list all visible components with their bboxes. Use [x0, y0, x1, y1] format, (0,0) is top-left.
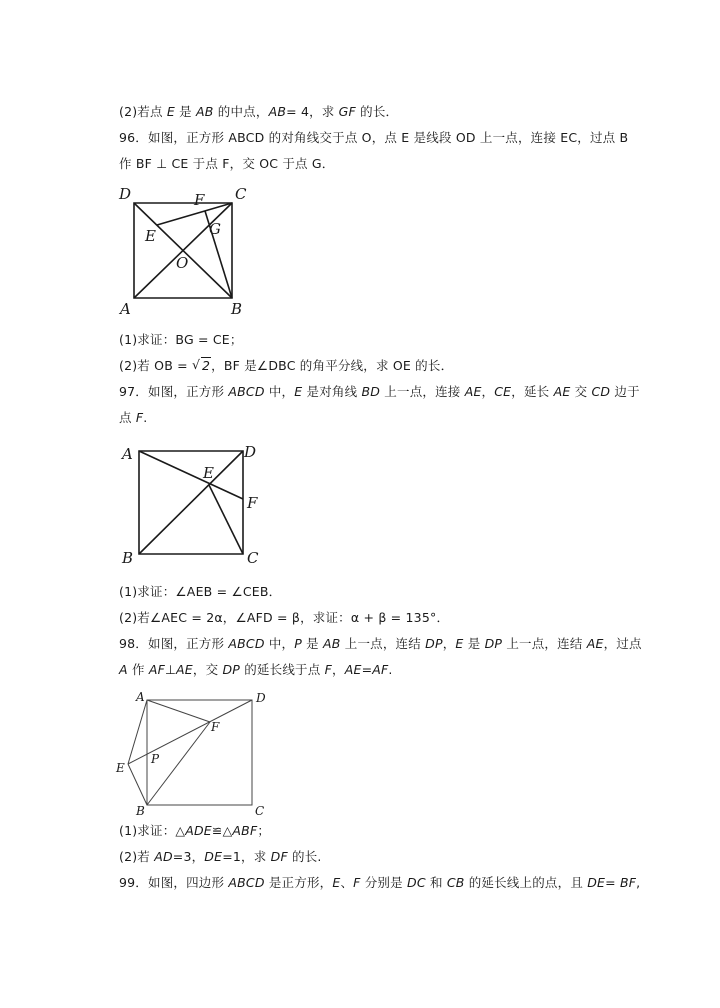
text: 交 — [570, 384, 592, 399]
var: CD — [591, 384, 611, 399]
var: ABCD — [228, 384, 265, 399]
problem-98-statement-line-1 — [119, 636, 642, 652]
problem-97-statement-line-2 — [119, 410, 147, 426]
var: GF — [338, 104, 356, 119]
var: A — [119, 662, 128, 677]
problem-98-part-2 — [119, 849, 322, 865]
var: ABCD — [228, 636, 265, 651]
text: ， — [481, 384, 495, 399]
text: ， — [442, 636, 456, 651]
var: E — [332, 875, 341, 890]
text: (2)若 — [119, 849, 155, 864]
var: ABCD — [228, 875, 265, 890]
var: E — [455, 636, 464, 651]
figure-97 — [110, 435, 280, 575]
problem-96-statement-line-1: 96．如图，正方形 ABCD 的对角线交于点 O，点 E 是线段 OD 上一点，连接 EC，过点 B — [119, 130, 629, 145]
text: = — [605, 875, 620, 890]
var: ABF — [232, 823, 258, 838]
text: 上一点，连接 — [380, 384, 465, 399]
figure-97-svg — [110, 435, 280, 575]
sqrt-radicand: 2 — [202, 358, 211, 373]
text: 97．如图，正方形 — [119, 384, 229, 399]
label-f: F — [247, 494, 258, 512]
problem-98-statement-line-2 — [119, 662, 393, 678]
text: 上一点，连结 — [502, 636, 587, 651]
var: F — [135, 410, 144, 425]
var: DE — [587, 875, 606, 890]
label-o: O — [176, 254, 189, 272]
label-g: G — [209, 220, 221, 238]
label-e: E — [145, 227, 156, 245]
text: 分别是 — [360, 875, 408, 890]
text: =1，求 — [222, 849, 271, 864]
label-e: E — [203, 464, 214, 482]
figure-98-svg — [105, 685, 285, 820]
text: 中， — [264, 636, 295, 651]
text: 作 — [127, 662, 149, 677]
var: DE — [204, 849, 223, 864]
text: ， — [332, 662, 345, 677]
figure-98 — [105, 685, 285, 820]
var: DP — [222, 662, 241, 677]
var: AE — [464, 384, 482, 399]
label-c: C — [255, 804, 265, 818]
label-c: C — [247, 549, 259, 567]
text: 中， — [264, 384, 295, 399]
text: 99．如图，四边形 — [119, 875, 229, 890]
var: F — [324, 662, 333, 677]
var: AB — [323, 636, 341, 651]
text: ，BF 是∠DBC 的角平分线，求 OE 的长． — [211, 358, 454, 373]
var: BD — [361, 384, 381, 399]
problem-96-part-2 — [119, 358, 453, 374]
var: AD — [154, 849, 173, 864]
problem-97-statement-line-1 — [119, 384, 640, 400]
text: 的中点， — [213, 104, 269, 119]
var: AE=AF — [344, 662, 389, 677]
text: 是对角线 — [302, 384, 362, 399]
text: ，过点 — [603, 636, 642, 651]
text: (2)若 OB = — [119, 358, 193, 373]
sqrt-expression — [192, 358, 211, 374]
text: 和 — [425, 875, 447, 890]
problem-99-statement-line-1 — [119, 875, 640, 891]
var: DC — [407, 875, 426, 890]
text: 的长． — [355, 104, 399, 119]
var: AE — [553, 384, 571, 399]
label-a: A — [120, 300, 131, 318]
label-c: C — [235, 185, 247, 203]
segment-ae — [128, 700, 147, 764]
label-a: A — [122, 445, 133, 463]
text: ； — [257, 823, 271, 838]
label-f: F — [194, 191, 205, 209]
figure-96 — [110, 180, 270, 320]
problem-97-part-2: (2)若∠AEC = 2α，∠AFD = β，求证：α + β = 135°． — [119, 610, 450, 625]
text: 98．如图，正方形 — [119, 636, 229, 651]
text: 的延长线于点 — [240, 662, 325, 677]
segment-ec — [209, 485, 243, 554]
text: 是 — [175, 104, 197, 119]
label-a: A — [136, 690, 145, 704]
text: 边于 — [610, 384, 640, 399]
text: (2)若点 — [119, 104, 167, 119]
text: ，交 — [192, 662, 223, 677]
label-d: D — [256, 691, 266, 705]
var: AF⊥AE — [148, 662, 193, 677]
text: = 4，求 — [286, 104, 339, 119]
var: P — [294, 636, 302, 651]
label-b: B — [122, 549, 134, 567]
text: , — [636, 875, 641, 890]
text: 是 — [463, 636, 485, 651]
text: ，延长 — [511, 384, 554, 399]
label-d: D — [244, 443, 257, 461]
var: AB — [268, 104, 287, 119]
segment-eb — [128, 764, 147, 805]
var: AB — [196, 104, 214, 119]
var: E — [294, 384, 303, 399]
text: =3， — [172, 849, 205, 864]
text: (1)求证：△ — [119, 823, 186, 838]
label-d: D — [119, 185, 132, 203]
var: BF — [620, 875, 637, 890]
diagonal-bd — [139, 451, 243, 554]
problem-96-part-1: (1)求证：BG = CE； — [119, 332, 243, 347]
label-p: P — [151, 752, 160, 766]
text: 是 — [302, 636, 324, 651]
var: DF — [270, 849, 288, 864]
label-e: E — [116, 761, 125, 775]
var: ADE — [185, 823, 212, 838]
var: CB — [446, 875, 465, 890]
problem-97-part-1: (1)求证：∠AEB = ∠CEB． — [119, 584, 282, 599]
label-b: B — [231, 300, 243, 318]
var: E — [166, 104, 175, 119]
label-b: B — [136, 804, 145, 818]
problem-95-part-2 — [119, 104, 398, 120]
var: DP — [484, 636, 503, 651]
text: . — [143, 410, 148, 425]
segment-af — [147, 700, 210, 722]
segment-af — [139, 451, 243, 499]
text: 、 — [340, 875, 354, 890]
var: F — [353, 875, 361, 890]
text: 的延长线上的点，且 — [464, 875, 588, 890]
var: CE — [494, 384, 512, 399]
text: 上一点，连结 — [340, 636, 426, 651]
text: 是正方形， — [264, 875, 333, 890]
figure-96-svg — [110, 180, 270, 320]
text: 点 — [119, 410, 136, 425]
var: AE — [586, 636, 604, 651]
problem-98-part-1 — [119, 823, 270, 839]
square-abcd — [147, 700, 252, 805]
label-f: F — [211, 720, 220, 734]
text: . — [388, 662, 393, 677]
text: ≌△ — [211, 823, 233, 838]
problem-96-statement-line-2: 作 BF ⊥ CE 于点 F，交 OC 于点 G． — [119, 156, 335, 171]
var: DP — [425, 636, 443, 651]
text: 的长. — [287, 849, 322, 864]
